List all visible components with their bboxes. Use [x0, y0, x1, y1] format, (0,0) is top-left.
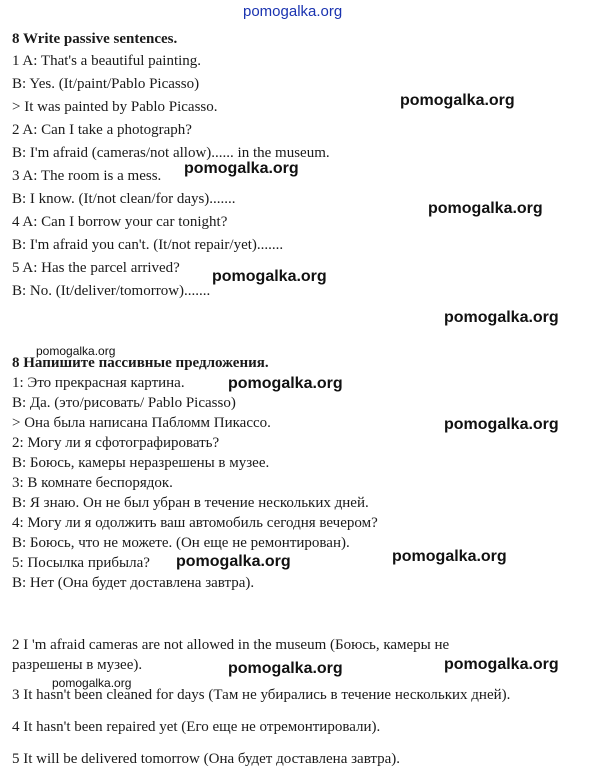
russian-line-11: В: Нет (Она будет доставлена завтра).: [12, 575, 255, 591]
english-line-4: 2 A: Can I take a photograph?: [12, 122, 192, 138]
watermark: pomogalka.org: [36, 344, 116, 358]
russian-line-6: 3: В комнате беспорядок.: [12, 475, 173, 491]
answer-line-1: 2 I 'm afraid cameras are not allowed in the museum (Боюсь, камеры не: [12, 637, 450, 653]
english-line-3: > It was painted by Pablo Picasso.: [12, 99, 218, 115]
russian-line-7: В: Я знаю. Он не был убран в течение нескольких дней.: [12, 495, 369, 511]
watermark: pomogalka.org: [444, 416, 559, 433]
english-line-6: 3 A: The room is a mess.: [12, 168, 162, 184]
watermark: pomogalka.org: [400, 92, 515, 109]
russian-line-10: 5: Посылка прибыла?: [12, 555, 150, 571]
watermark: pomogalka.org: [444, 656, 559, 673]
answer-line-5: 5 It will be delivered tomorrow (Она будет доставлена завтра).: [12, 751, 401, 767]
watermark: pomogalka.org: [228, 375, 343, 392]
watermark: pomogalka.org: [52, 676, 132, 690]
english-line-7: B: I know. (It/not clean/for days).......: [12, 191, 236, 207]
answer-line-4: 4 It hasn't been repaired yet (Его еще не отремонтировали).: [12, 719, 381, 735]
watermark: pomogalka.org: [428, 200, 543, 217]
english-line-8: 4 A: Can I borrow your car tonight?: [12, 214, 228, 230]
english-line-9: B: I'm afraid you can't. (It/not repair/yet).......: [12, 237, 284, 253]
watermark: pomogalka.org: [392, 548, 507, 565]
english-line-2: B: Yes. (It/paint/Pablo Picasso): [12, 76, 200, 92]
russian-line-1: 1: Это прекрасная картина.: [12, 375, 185, 391]
russian-heading: 8 Напишите пассивные предложения.: [12, 355, 269, 371]
russian-line-2: В: Да. (это/рисовать/ Pablo Picasso): [12, 395, 236, 411]
watermark: pomogalka.org: [184, 160, 299, 177]
russian-line-4: 2: Могу ли я сфотографировать?: [12, 435, 220, 451]
russian-line-5: В: Боюсь, камеры неразрешены в музее.: [12, 455, 270, 471]
watermark: pomogalka.org: [444, 309, 559, 326]
answer-line-2: разрешены в музее).: [12, 657, 143, 673]
watermark-top[interactable]: pomogalka.org: [243, 3, 343, 20]
answer-line-3: 3 It hasn't been cleaned for days (Там не убирались в течение нескольких дней).: [12, 687, 511, 703]
watermark: pomogalka.org: [176, 553, 291, 570]
russian-line-3: > Она была написана Пабломм Пикассо.: [12, 415, 271, 431]
english-heading: 8 Write passive sentences.: [12, 31, 178, 47]
english-line-1: 1 A: That's a beautiful painting.: [12, 53, 202, 69]
english-line-5: B: I'm afraid (cameras/not allow)...... in the museum.: [12, 145, 330, 161]
russian-line-9: В: Боюсь, что не можете. (Он еще не ремонтирован).: [12, 535, 350, 551]
english-line-11: B: No. (It/deliver/tomorrow).......: [12, 283, 211, 299]
english-line-10: 5 A: Has the parcel arrived?: [12, 260, 180, 276]
russian-line-8: 4: Могу ли я одолжить ваш автомобиль сегодня вечером?: [12, 515, 378, 531]
watermark: pomogalka.org: [212, 268, 327, 285]
watermark: pomogalka.org: [228, 660, 343, 677]
